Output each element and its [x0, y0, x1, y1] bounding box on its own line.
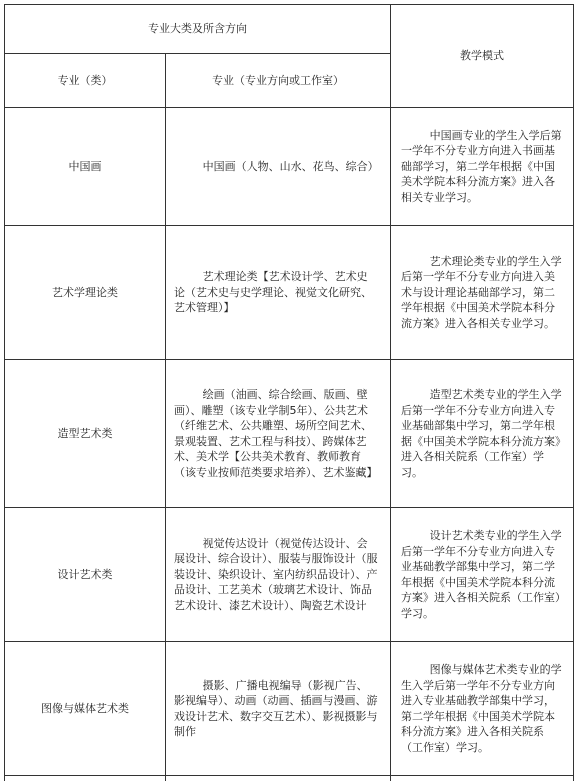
- mode-text: 中国画专业的学生入学后第一学年不分专业方向进入书画基础部学习，第二学年根据《中国美术学院本科分流方案》进入各相关专业学习。: [401, 128, 562, 204]
- mode-text: 造型艺术类专业的学生入学后第一学年不分专业方向进入专业基础部集中学习，第二学年根据《中国美术学院本科分流方案》进入各相关院系（工作室）学习。: [401, 388, 562, 479]
- direction-text: 绘画（油画、综合绘画、版画、壁画）、雕塑（该专业学制5年）、公共艺术（纤维艺术、公共雕塑、场所空间艺术、景观装置、艺术工程与科技）、跨媒体艺术、美术学【公共美术教育、教师教育（该专业按师范类要求培养）、艺术鉴藏】: [174, 388, 378, 479]
- direction-cell: [166, 642, 391, 776]
- category-cell: 中国画: [5, 108, 166, 226]
- direction-cell: [166, 108, 391, 226]
- category-cell: 艺术学理论类: [5, 226, 166, 360]
- table-row: [5, 108, 574, 226]
- direction-text: 中国画（人物、山水、花鸟、综合）: [202, 159, 379, 173]
- mode-text: 设计艺术类专业的学生入学后第一学年不分专业方向进入专业基础教学部集中学习，第二学年根据《中国美术学院本科分流方案》进入各相关院系（工作室）学习。: [401, 529, 562, 620]
- header-category-cell: 专业（类）: [5, 54, 166, 108]
- direction-text: 视觉传达设计（视觉传达设计、会展设计、综合设计）、服装与服饰设计（服装设计、染织设计、室内纺织品设计）、产品设计、工艺美术（玻璃艺术设计、饰品艺术设计、漆艺术设计）、陶瓷艺术设计: [174, 536, 378, 612]
- header-direction-cell: 专业（专业方向或工作室）: [166, 54, 391, 108]
- direction-cell-empty: [166, 776, 391, 781]
- mode-cell-empty: [391, 776, 574, 781]
- mode-cell: [391, 642, 574, 776]
- direction-cell: [166, 360, 391, 508]
- table-row: [5, 360, 574, 508]
- table-row-partial: [5, 776, 574, 781]
- mode-cell: [391, 226, 574, 360]
- table-row: [5, 226, 574, 360]
- direction-text: 摄影、广播电视编导（影视广告、影视编导）、动画（动画、插画与漫画、游戏设计艺术、数字交互艺术）、影视摄影与制作: [174, 678, 378, 738]
- header-group-cell: 专业大类及所含方向: [5, 5, 391, 54]
- header-mode-cell: 教学模式: [391, 5, 574, 108]
- mode-cell: [391, 108, 574, 226]
- category-cell: 造型艺术类: [5, 360, 166, 508]
- table-row: [5, 642, 574, 776]
- category-cell-empty: [5, 776, 166, 781]
- table-row: [5, 508, 574, 642]
- mode-text: 艺术理论类专业的学生入学后第一学年不分专业方向进入美术与设计理论基础部学习，第二学年根据《中国美术学院本科分流方案》进入各相关专业学习。: [401, 254, 562, 330]
- major-table: [4, 4, 574, 781]
- header-row-top: [5, 5, 574, 54]
- mode-text: 图像与媒体艺术类专业的学生入学后第一学年不分专业方向进入专业基础教学部集中学习，第二学年根据《中国美术学院本科分流方案》进入各相关院系（工作室）学习。: [401, 663, 562, 754]
- category-cell: 设计艺术类: [5, 508, 166, 642]
- mode-cell: [391, 360, 574, 508]
- mode-cell: [391, 508, 574, 642]
- direction-text: 艺术理论类【艺术设计学、艺术史论（艺术史与史学理论、视觉文化研究、艺术管理）】: [174, 270, 372, 315]
- direction-cell: [166, 226, 391, 360]
- category-cell: 图像与媒体艺术类: [5, 642, 166, 776]
- direction-cell: [166, 508, 391, 642]
